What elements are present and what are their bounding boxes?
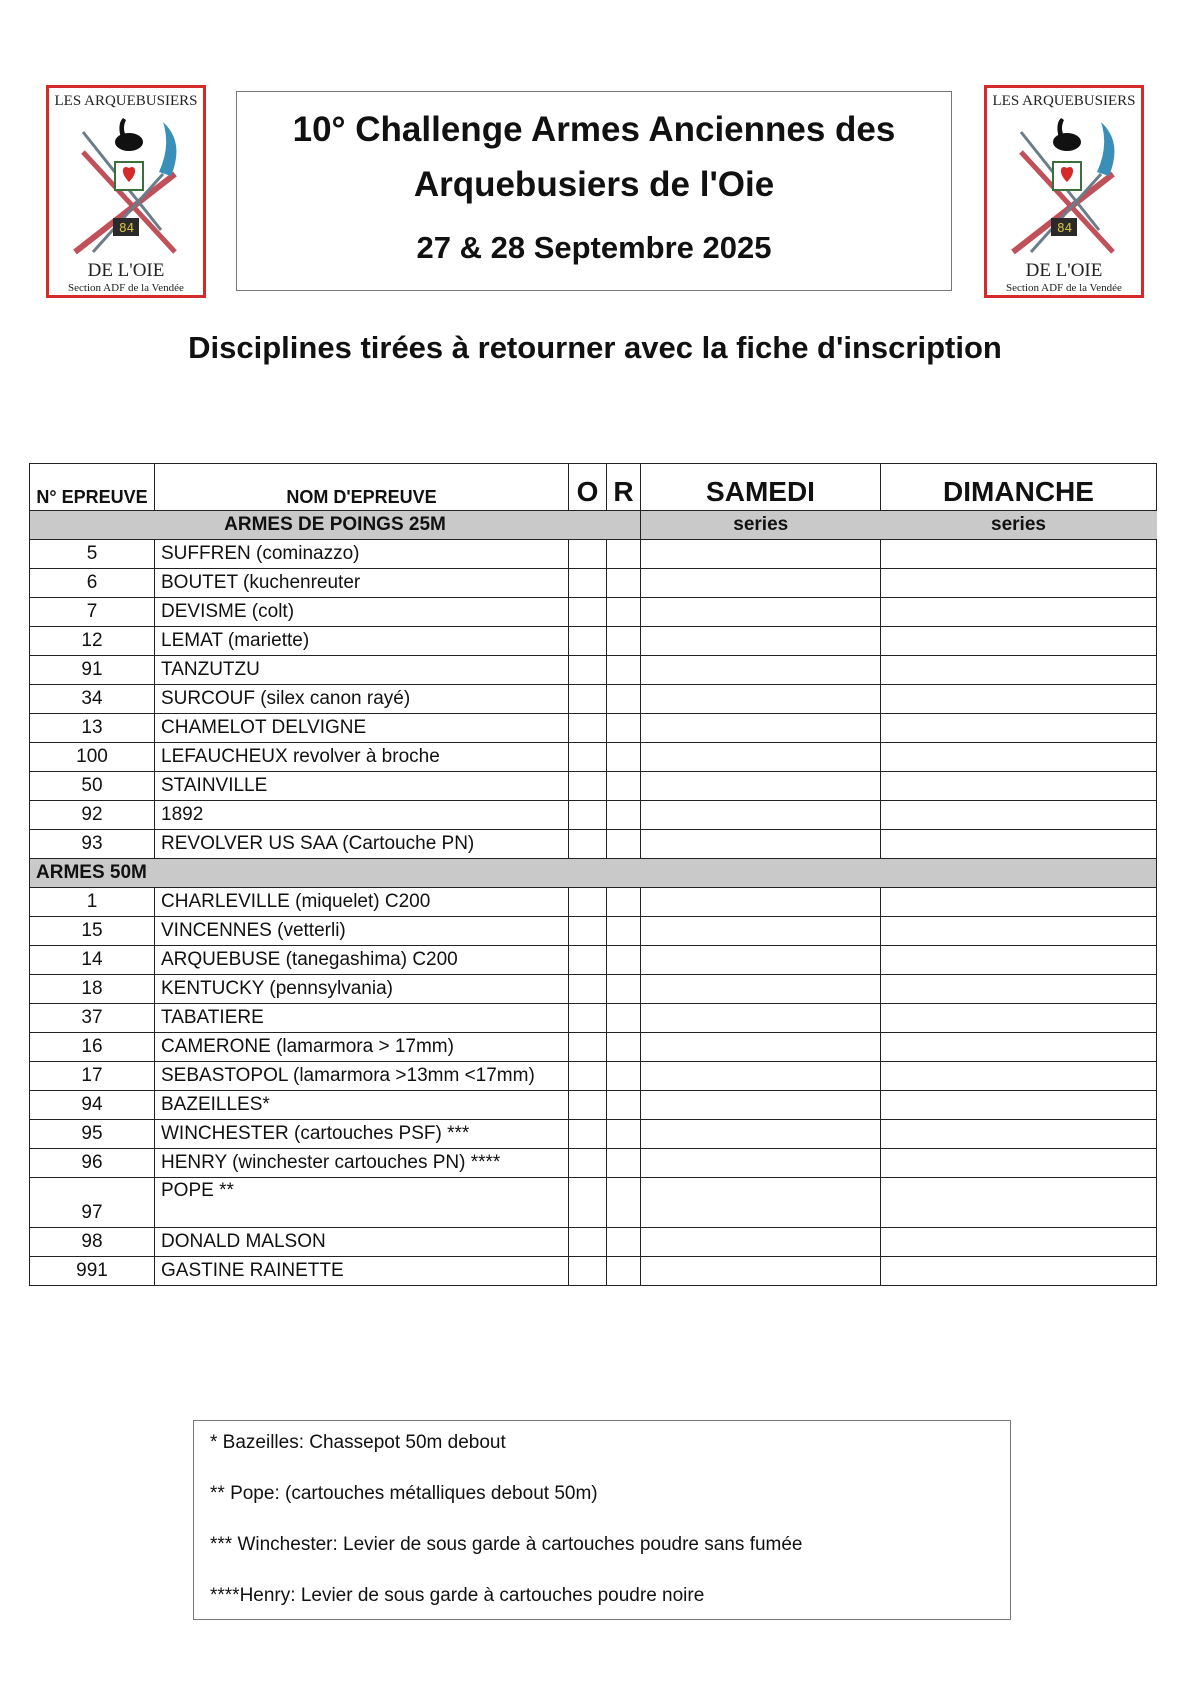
event-name: GASTINE RAINETTE [155, 1257, 569, 1286]
table-row [30, 772, 1157, 801]
event-number: 16 [30, 1033, 155, 1062]
sunday-series-cell[interactable] [881, 569, 1157, 598]
r-checkbox-cell[interactable] [607, 888, 641, 917]
table-header-row [30, 464, 1157, 511]
logo-right [984, 85, 1144, 298]
event-number: 50 [30, 772, 155, 801]
sunday-series-cell[interactable] [881, 801, 1157, 830]
event-number: 92 [30, 801, 155, 830]
saturday-series-cell[interactable] [641, 830, 881, 859]
o-checkbox-cell[interactable] [569, 975, 607, 1004]
event-name: CHAMELOT DELVIGNE [155, 714, 569, 743]
o-checkbox-cell[interactable] [569, 1091, 607, 1120]
table-row [30, 801, 1157, 830]
r-checkbox-cell[interactable] [607, 830, 641, 859]
event-number: 12 [30, 627, 155, 656]
o-checkbox-cell[interactable] [569, 801, 607, 830]
event-name: BAZEILLES* [155, 1091, 569, 1120]
event-number: 98 [30, 1228, 155, 1257]
sunday-series-cell[interactable] [881, 627, 1157, 656]
event-number: 93 [30, 830, 155, 859]
saturday-series-cell[interactable] [641, 714, 881, 743]
sunday-series-cell[interactable] [881, 888, 1157, 917]
logo-badge-number: 84 [1057, 221, 1073, 235]
saturday-series-cell[interactable] [641, 975, 881, 1004]
table-row [30, 743, 1157, 772]
saturday-series-cell[interactable] [641, 1257, 881, 1286]
table-row [30, 1033, 1157, 1062]
event-number: 15 [30, 917, 155, 946]
sunday-series-cell[interactable] [881, 540, 1157, 569]
sunday-series-cell[interactable] [881, 917, 1157, 946]
event-number: 14 [30, 946, 155, 975]
saturday-series-cell[interactable] [641, 743, 881, 772]
crossed-weapons-emblem-icon [1001, 112, 1131, 262]
event-number: 7 [30, 598, 155, 627]
section-title: ARMES DE POINGS 25M [30, 511, 641, 540]
event-name: 1892 [155, 801, 569, 830]
r-checkbox-cell[interactable] [607, 946, 641, 975]
event-name: WINCHESTER (cartouches PSF) *** [155, 1120, 569, 1149]
r-checkbox-cell[interactable] [607, 1120, 641, 1149]
sunday-series-cell[interactable] [881, 743, 1157, 772]
saturday-series-cell[interactable] [641, 598, 881, 627]
r-checkbox-cell[interactable] [607, 1062, 641, 1091]
sunday-series-cell[interactable] [881, 1033, 1157, 1062]
r-checkbox-cell[interactable] [607, 685, 641, 714]
r-checkbox-cell[interactable] [607, 1033, 641, 1062]
saturday-series-cell[interactable] [641, 917, 881, 946]
event-name: LEFAUCHEUX revolver à broche [155, 743, 569, 772]
r-checkbox-cell[interactable] [607, 656, 641, 685]
sunday-series-cell[interactable] [881, 1004, 1157, 1033]
event-number: 97 [30, 1178, 155, 1228]
saturday-series-cell[interactable] [641, 946, 881, 975]
o-checkbox-cell[interactable] [569, 946, 607, 975]
event-name: CAMERONE (lamarmora > 17mm) [155, 1033, 569, 1062]
event-number: 34 [30, 685, 155, 714]
event-name: TANZUTZU [155, 656, 569, 685]
sunday-series-cell[interactable] [881, 1120, 1157, 1149]
col-header-sunday: DIMANCHE [881, 464, 1157, 511]
event-number: 1 [30, 888, 155, 917]
event-name: KENTUCKY (pennsylvania) [155, 975, 569, 1004]
o-checkbox-cell[interactable] [569, 627, 607, 656]
o-checkbox-cell[interactable] [569, 917, 607, 946]
r-checkbox-cell[interactable] [607, 1149, 641, 1178]
table-row [30, 1178, 1157, 1228]
event-name: TABATIERE [155, 1004, 569, 1033]
page-subtitle: Disciplines tirées à retourner avec la fiche d'inscription [188, 330, 1002, 365]
section-header-pistols-25m [30, 511, 1157, 540]
r-checkbox-cell[interactable] [607, 569, 641, 598]
table-row [30, 975, 1157, 1004]
event-name: POPE ** [155, 1178, 569, 1228]
sunday-series-cell[interactable] [881, 1228, 1157, 1257]
event-number: 91 [30, 656, 155, 685]
sunday-series-cell[interactable] [881, 1257, 1157, 1286]
logo-bottom-text: DE L'OIE [87, 260, 165, 281]
sunday-series-cell[interactable] [881, 714, 1157, 743]
sunday-series-cell[interactable] [881, 685, 1157, 714]
r-checkbox-cell[interactable] [607, 801, 641, 830]
event-name: SEBASTOPOL (lamarmora >13mm <17mm) [155, 1062, 569, 1091]
o-checkbox-cell[interactable] [569, 656, 607, 685]
event-name: DEVISME (colt) [155, 598, 569, 627]
sunday-series-cell[interactable] [881, 1062, 1157, 1091]
r-checkbox-cell[interactable] [607, 714, 641, 743]
event-name: ARQUEBUSE (tanegashima) C200 [155, 946, 569, 975]
o-checkbox-cell[interactable] [569, 1178, 607, 1228]
table-row [30, 1004, 1157, 1033]
title-line-1: 10° Challenge Armes Anciennes des [292, 110, 896, 149]
o-checkbox-cell[interactable] [569, 888, 607, 917]
event-number: 13 [30, 714, 155, 743]
r-checkbox-cell[interactable] [607, 540, 641, 569]
event-name: LEMAT (mariette) [155, 627, 569, 656]
col-header-name: NOM D'EPREUVE [155, 464, 569, 511]
saturday-series-cell[interactable] [641, 1091, 881, 1120]
o-checkbox-cell[interactable] [569, 1149, 607, 1178]
logo-section-text: Section ADF de la Vendée [1006, 282, 1122, 294]
section-header-arms-50m [30, 859, 1157, 888]
saturday-series-cell[interactable] [641, 1004, 881, 1033]
table-row [30, 1257, 1157, 1286]
logo-section-text: Section ADF de la Vendée [68, 282, 184, 294]
saturday-series-cell[interactable] [641, 627, 881, 656]
o-checkbox-cell[interactable] [569, 569, 607, 598]
logo-top-text: LES ARQUEBUSIERS [54, 93, 198, 109]
footnote: *** Winchester: Levier de sous garde à cartouches poudre sans fumée [210, 1534, 803, 1555]
saturday-series-cell[interactable] [641, 888, 881, 917]
o-checkbox-cell[interactable] [569, 1062, 607, 1091]
event-name: HENRY (winchester cartouches PN) **** [155, 1149, 569, 1178]
footnote: * Bazeilles: Chassepot 50m debout [210, 1432, 506, 1453]
event-number: 991 [30, 1257, 155, 1286]
title-box [236, 91, 952, 291]
r-checkbox-cell[interactable] [607, 975, 641, 1004]
r-checkbox-cell[interactable] [607, 743, 641, 772]
event-number: 6 [30, 569, 155, 598]
saturday-series-cell[interactable] [641, 685, 881, 714]
table-row [30, 1091, 1157, 1120]
o-checkbox-cell[interactable] [569, 540, 607, 569]
event-number: 96 [30, 1149, 155, 1178]
title-line-2: Arquebusiers de l'Oie [413, 165, 775, 204]
footnote: ****Henry: Levier de sous garde à cartouches poudre noire [210, 1585, 705, 1606]
event-number: 95 [30, 1120, 155, 1149]
table-row [30, 656, 1157, 685]
o-checkbox-cell[interactable] [569, 743, 607, 772]
table-row [30, 1149, 1157, 1178]
col-header-number: N° EPREUVE [30, 464, 155, 511]
event-number: 37 [30, 1004, 155, 1033]
sunday-series-label: series [881, 511, 1157, 540]
col-header-saturday: SAMEDI [641, 464, 881, 511]
o-checkbox-cell[interactable] [569, 1228, 607, 1257]
table-row [30, 627, 1157, 656]
o-checkbox-cell[interactable] [569, 772, 607, 801]
logo-bottom-text: DE L'OIE [1025, 260, 1103, 281]
table-row [30, 830, 1157, 859]
saturday-series-cell[interactable] [641, 1033, 881, 1062]
sunday-series-cell[interactable] [881, 830, 1157, 859]
table-row [30, 540, 1157, 569]
r-checkbox-cell[interactable] [607, 1257, 641, 1286]
r-checkbox-cell[interactable] [607, 627, 641, 656]
event-name: REVOLVER US SAA (Cartouche PN) [155, 830, 569, 859]
saturday-series-label: series [641, 511, 881, 540]
sunday-series-cell[interactable] [881, 1149, 1157, 1178]
event-number: 94 [30, 1091, 155, 1120]
table-row [30, 1062, 1157, 1091]
o-checkbox-cell[interactable] [569, 830, 607, 859]
saturday-series-cell[interactable] [641, 1149, 881, 1178]
o-checkbox-cell[interactable] [569, 598, 607, 627]
o-checkbox-cell[interactable] [569, 1120, 607, 1149]
footnotes-box [193, 1420, 1011, 1620]
logo-badge-number: 84 [119, 221, 135, 235]
o-checkbox-cell[interactable] [569, 685, 607, 714]
col-header-o: O [569, 464, 607, 511]
saturday-series-cell[interactable] [641, 1178, 881, 1228]
table-row [30, 917, 1157, 946]
event-name: CHARLEVILLE (miquelet) C200 [155, 888, 569, 917]
saturday-series-cell[interactable] [641, 1228, 881, 1257]
sunday-series-cell[interactable] [881, 772, 1157, 801]
r-checkbox-cell[interactable] [607, 1228, 641, 1257]
event-name: BOUTET (kuchenreuter [155, 569, 569, 598]
sunday-series-cell[interactable] [881, 1091, 1157, 1120]
event-name: DONALD MALSON [155, 1228, 569, 1257]
section-title: ARMES 50M [30, 859, 1157, 888]
event-name: VINCENNES (vetterli) [155, 917, 569, 946]
event-date: 27 & 28 Septembre 2025 [416, 230, 772, 265]
o-checkbox-cell[interactable] [569, 714, 607, 743]
logo-top-text: LES ARQUEBUSIERS [992, 93, 1136, 109]
event-number: 18 [30, 975, 155, 1004]
r-checkbox-cell[interactable] [607, 1004, 641, 1033]
sunday-series-cell[interactable] [881, 656, 1157, 685]
event-number: 100 [30, 743, 155, 772]
footnote: ** Pope: (cartouches métalliques debout 50m) [210, 1483, 598, 1504]
col-header-r: R [607, 464, 641, 511]
table-row [30, 598, 1157, 627]
sunday-series-cell[interactable] [881, 975, 1157, 1004]
table-row [30, 685, 1157, 714]
saturday-series-cell[interactable] [641, 772, 881, 801]
r-checkbox-cell[interactable] [607, 917, 641, 946]
r-checkbox-cell[interactable] [607, 1178, 641, 1228]
sunday-series-cell[interactable] [881, 1178, 1157, 1228]
event-name: SUFFREN (cominazzo) [155, 540, 569, 569]
disciplines-table [29, 463, 1157, 1286]
r-checkbox-cell[interactable] [607, 772, 641, 801]
table-row [30, 946, 1157, 975]
o-checkbox-cell[interactable] [569, 1004, 607, 1033]
table-row [30, 569, 1157, 598]
o-checkbox-cell[interactable] [569, 1257, 607, 1286]
saturday-series-cell[interactable] [641, 1062, 881, 1091]
o-checkbox-cell[interactable] [569, 1033, 607, 1062]
sunday-series-cell[interactable] [881, 946, 1157, 975]
event-number: 5 [30, 540, 155, 569]
saturday-series-cell[interactable] [641, 801, 881, 830]
event-name: SURCOUF (silex canon rayé) [155, 685, 569, 714]
r-checkbox-cell[interactable] [607, 1091, 641, 1120]
sunday-series-cell[interactable] [881, 598, 1157, 627]
saturday-series-cell[interactable] [641, 1120, 881, 1149]
crossed-weapons-emblem-icon [63, 112, 193, 262]
table-row [30, 1228, 1157, 1257]
event-number: 17 [30, 1062, 155, 1091]
table-row [30, 714, 1157, 743]
saturday-series-cell[interactable] [641, 569, 881, 598]
table-row [30, 888, 1157, 917]
saturday-series-cell[interactable] [641, 540, 881, 569]
saturday-series-cell[interactable] [641, 656, 881, 685]
table-row [30, 1120, 1157, 1149]
event-name: STAINVILLE [155, 772, 569, 801]
r-checkbox-cell[interactable] [607, 598, 641, 627]
logo-left [46, 85, 206, 298]
